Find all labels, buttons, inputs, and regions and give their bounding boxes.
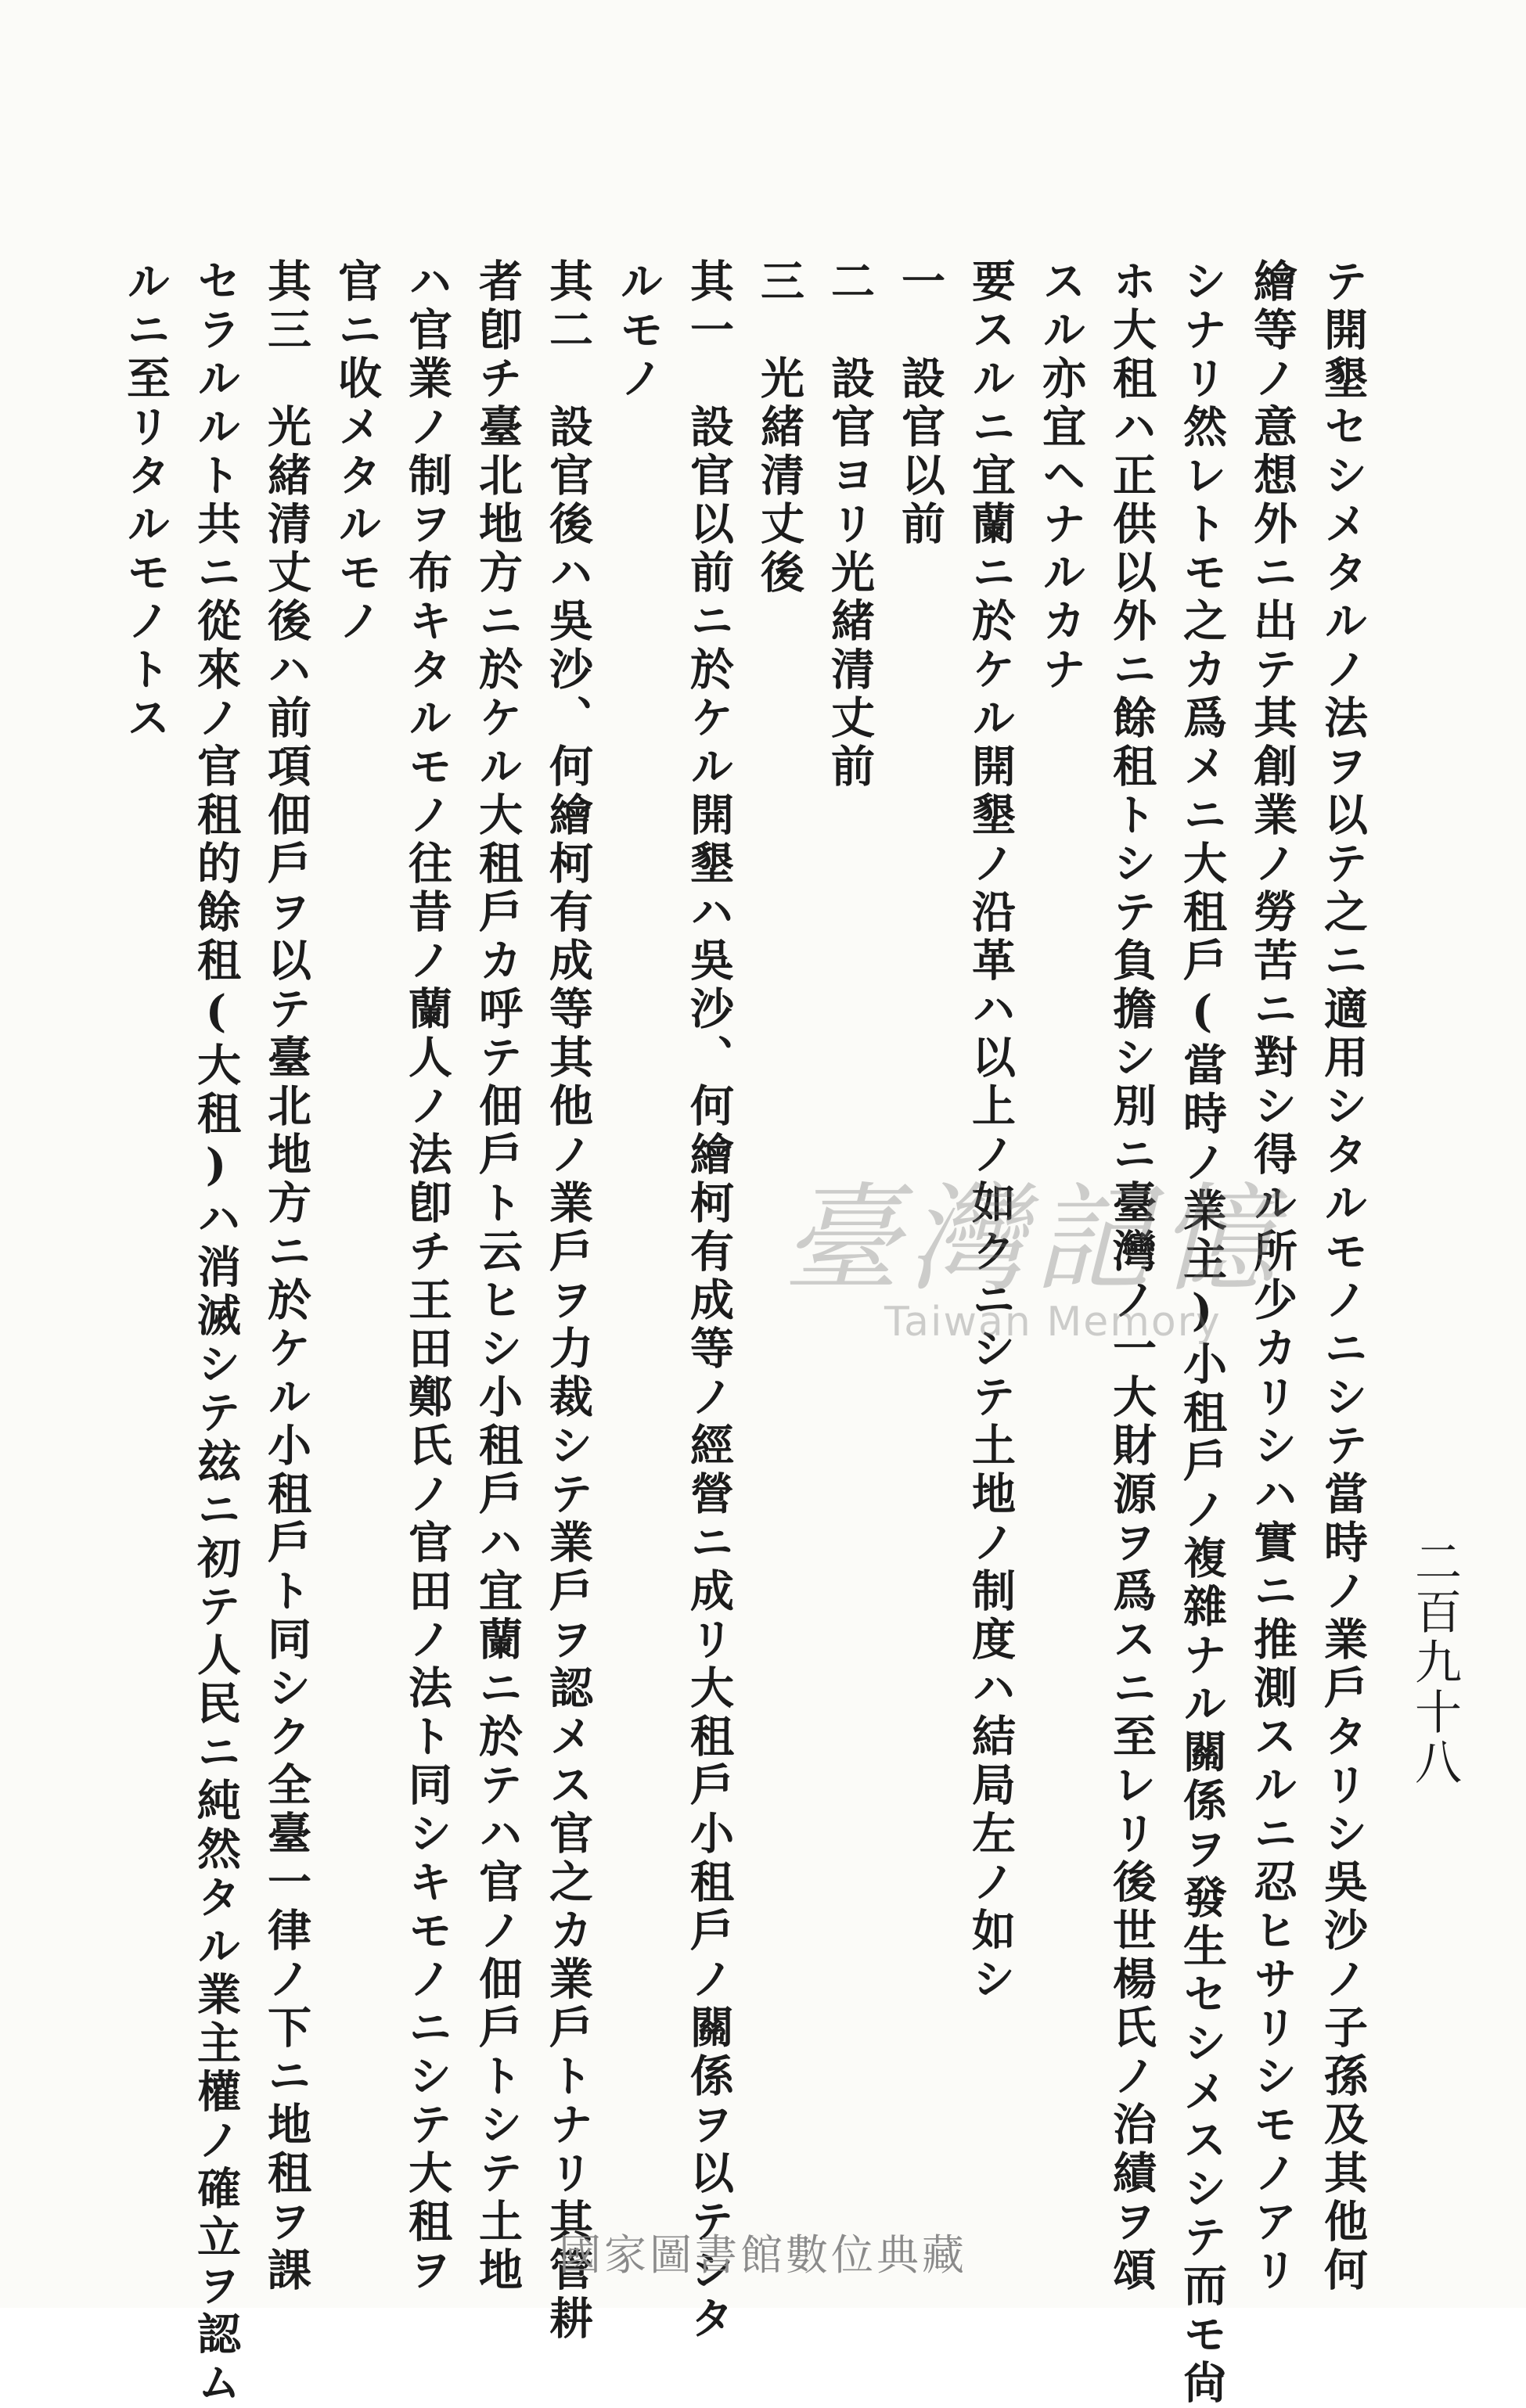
footer-credit: 國家圖書館數位典藏 <box>559 2230 967 2280</box>
text-column-2: 繪等ノ意想外ニ出テ其創業ノ勞苦ニ對シ得ル所少カリシハ實ニ推測スルニ忍ヒサリシモノアリ <box>1247 258 1298 2295</box>
text-column-16: 其三 光緒清丈後ハ前項佃戶ヲ以テ臺北地方ニ於ケル小租戶ト同シク全臺一律ノ下ニ地租ヲ課 <box>261 258 312 2295</box>
text-column-11: ルモノ <box>613 258 664 404</box>
text-column-18: ルニ至リタルモノトス <box>120 258 171 743</box>
text-column-8: 二 設官ヨリ光緒清丈前 <box>824 258 876 792</box>
text-column-15: 官ニ收メタルモノ <box>331 258 383 646</box>
page-number: 二百九十八 <box>1407 1537 1462 1788</box>
text-column-12: 其二 設官後ハ吳沙、何繪柯有成等其他ノ業戶ヲ力裁シテ業戶ヲ認メス官之カ業戶トナリ其管耕 <box>542 258 594 2344</box>
text-column-6: 要スルニ宜蘭ニ於ケル開墾ノ沿革ハ以上ノ如クニシテ土地ノ制度ハ結局左ノ如シ <box>965 258 1017 2004</box>
text-column-5: スル亦宜ヘナルカナ <box>1035 258 1087 695</box>
watermark-logo-text: 臺灣記憶 <box>783 1172 1284 1308</box>
text-column-4: ホ大租ハ正供以外ニ餘租トシテ負擔シ別ニ臺灣ノ一大財源ヲ爲スニ至レリ後世楊氏ノ治績ヲ頌 <box>1106 258 1157 2295</box>
watermark-subtitle: Taiwan Memory <box>884 1299 1222 1346</box>
text-column-13: 者卽チ臺北地方ニ於ケル大租戶カ呼テ佃戶ト云ヒシ小租戶ハ宜蘭ニ於テハ官ノ佃戶トシテ土地 <box>472 258 524 2295</box>
text-column-7: 一 設官以前 <box>894 258 946 549</box>
text-column-14: ハ官業ノ制ヲ布キタルモノ往昔ノ蘭人ノ法卽チ王田鄭氏ノ官田ノ法ト同シキモノニシテ大租ヲ <box>401 258 453 2295</box>
text-column-1: テ開墾セシメタルノ法ヲ以テ之ニ適用シタルモノニシテ當時ノ業戶タリシ吳沙ノ子孫及其他何 <box>1317 258 1369 2295</box>
text-column-3: シナリ然レトモ之カ爲メニ大租戶(當時ノ業主)小租戶ノ複雜ナル關係ヲ發生セシメスシテ而モ尙 <box>1176 258 1228 2408</box>
text-column-10: 其一 設官以前ニ於ケル開墾ハ吳沙、何繪柯有成等ノ經營ニ成リ大租戶小租戶ノ關係ヲ以テシタ <box>683 258 735 2344</box>
text-column-9: 三 光緒清丈後 <box>754 258 805 598</box>
text-column-17: セラルルト共ニ從來ノ官租的餘租(大租)ハ消滅シテ玆ニ初テ人民ニ純然タル業主權ノ確立ヲ認ム <box>190 258 242 2408</box>
